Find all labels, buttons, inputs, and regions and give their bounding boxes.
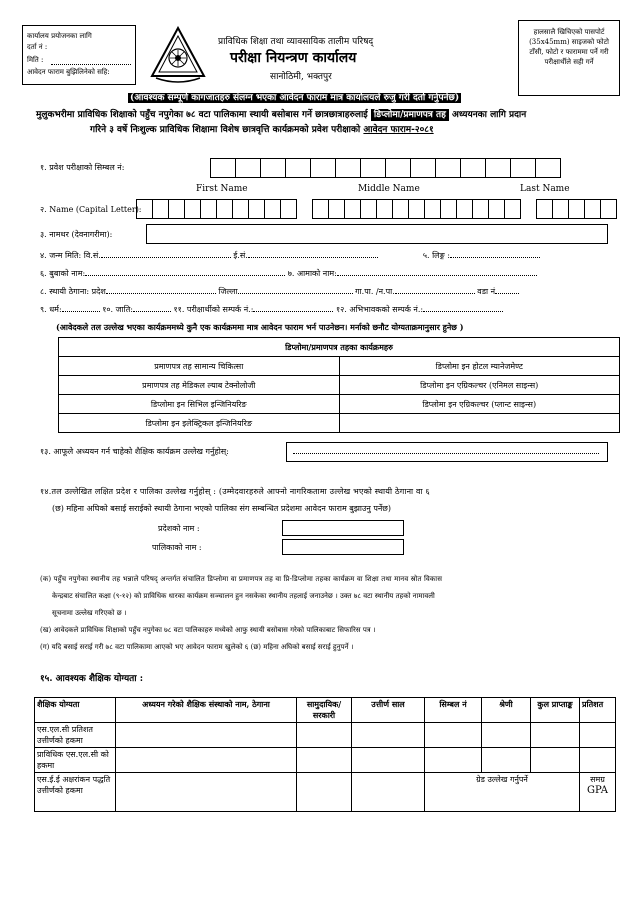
table-cell[interactable] [297, 723, 352, 748]
row-label: एस.ई.ई अक्षरांकन पद्धति उत्तीर्णको हकमा [35, 773, 116, 812]
table-row [59, 376, 620, 395]
note-kha: (ख) आवेदकले प्राविधिक शिक्षाको पहुँच नपुगेका ७८ वटा पालिकाहरु मध्येको आफु स्थायी बसोबास गरेको पालिकाबाट सिफारिस पत्र । [40, 626, 376, 634]
candidate-contact-label: ११. परीक्षार्थीको सम्पर्क नं.: [173, 305, 254, 314]
programs-table-header: डिप्लोमा/प्रमाणपत्र तहका कार्यक्रमहरु [59, 338, 620, 357]
guardian-contact-input[interactable] [423, 311, 503, 312]
name-capital-label: २. Name (Capital Letter): [40, 205, 142, 214]
note-ka-line-1: (क) पहुँच नपुगेका स्थानीय तह भन्नाले परिषद् अन्तर्गत संचालित डिप्लोमा वा प्रमाणपत्र तह वा प्रि-डिप्लोमा तहका कार्यक्रम वा शिक्षा तथा मानव स्रोत विकास [40, 575, 443, 583]
grade-cell[interactable] [425, 773, 580, 812]
column-header: अध्ययन गरेको शैक्षिक संस्थाको नाम, ठेगाना [116, 698, 297, 723]
birth-date-bs-label: ४. जन्म मिति: वि.सं. [40, 251, 101, 260]
desired-program-label: १३. आफूले अध्ययन गर्न चाहेको शैक्षिक कार्यक्रम उल्लेख गर्नुहोस्: [40, 447, 229, 456]
middle-name-input[interactable] [312, 199, 520, 219]
office-name: परीक्षा नियन्त्रण कार्यालय [230, 50, 357, 66]
column-header: श्रेणी [482, 698, 531, 723]
first-name-header: First Name [196, 184, 248, 194]
gpa-text: GPA [586, 785, 609, 796]
column-header: सिम्बल नं [425, 698, 482, 723]
table-cell[interactable] [425, 748, 482, 773]
birth-date-bs-input[interactable] [101, 257, 231, 258]
program-cell: प्रमाणपत्र तह सामान्य चिकित्सा [59, 357, 340, 376]
gpa-label: समग्र [590, 775, 605, 784]
province-label: ८. स्थायी ठेगाना: प्रदेश [40, 287, 106, 296]
district-input[interactable] [238, 293, 353, 294]
parents-row [40, 268, 537, 279]
desired-program-input[interactable] [286, 442, 608, 462]
table-cell[interactable] [482, 748, 531, 773]
table-cell[interactable] [531, 748, 580, 773]
office-use-box [22, 25, 136, 85]
municipality-input[interactable] [395, 293, 475, 294]
religion-input[interactable] [62, 311, 100, 312]
table-cell[interactable] [352, 773, 425, 812]
date-line [51, 64, 131, 65]
office-use-title: कार्यालय प्रयोजनका लागि [27, 32, 92, 40]
birth-date-ad-label: ई.सं. [233, 251, 248, 260]
permanent-address-row [40, 286, 519, 297]
form-title-line-1: मुलुकभरीमा प्राविधिक शिक्षाको पहुँच नपुगेका ७८ वटा पालिकामा स्थायी बसोबास गर्ने छात्रछात्राहरुलाई डिप्लोमा/प्रमाणपत्र तह अध्ययनका लागि प्रदान [36, 110, 527, 120]
table-cell[interactable] [116, 748, 297, 773]
mother-name-label: ७. आमाको नाम: [287, 269, 337, 278]
photo-instructions: हालसालै खिचिएको पासपोर्ट (35x45mm) साइजको फोटो टाँसी, फोटो र फाराममा पर्ने गरी परीक्षार्थीले सही गर्ने [529, 28, 609, 66]
table-cell[interactable] [580, 748, 616, 773]
education-section-title: १५. आवश्यक शैक्षिक योग्यता : [40, 674, 144, 684]
date-label: मिति : [27, 56, 44, 64]
table-header-row [35, 698, 616, 723]
target-municipality-label: पालिकाको नाम : [152, 543, 202, 552]
caste-label: १०. जाति: [102, 305, 133, 314]
table-cell[interactable] [297, 748, 352, 773]
target-location-instructions-2: (छ) महिना अघिको बसाई सराईको स्थायी ठेगाना भएको पालिका संग सम्बन्धित प्रदेशमा आवेदन फाराम बुझाउनु पर्नेछ) [52, 504, 392, 513]
grade-note: ग्रेड उल्लेख गर्नुपर्ने [476, 775, 528, 784]
target-location-instructions-1: १४.तल उल्लेखित लक्षित प्रदेश र पालिका उल्लेख गर्नुहोस् : (उम्मेदवारहरुले आफ्नो नागरिकतामा उल्लेख भएको स्थायी ठेगाना वा ६ [40, 487, 430, 496]
table-cell[interactable] [425, 723, 482, 748]
diploma-highlight: डिप्लोमा/प्रमाणपत्र तह [371, 109, 449, 121]
note-ka-line-2: केन्द्रबाट संचालित कक्षा (९-१२) को प्राविधिक धारका कार्यक्रम सञ्चालन हुन नसकेका स्थानीय तहलाई जनाउनेछ । उक्त ७८ वटा स्थानीय तहको नामावली [52, 592, 435, 600]
photo-box[interactable] [518, 20, 620, 96]
last-name-header: Last Name [520, 184, 570, 194]
program-cell: डिप्लोमा इन होटल म्यानेजमेण्ट [339, 357, 620, 376]
program-cell: डिप्लोमा इन सिभिल इन्जिनियरिङ [59, 395, 340, 414]
first-name-input[interactable] [136, 199, 296, 219]
table-cell[interactable] [531, 723, 580, 748]
symbol-number-label: १. प्रवेश परीक्षाको सिम्बल नं: [40, 163, 125, 172]
last-name-input[interactable] [536, 199, 616, 219]
target-province-label: प्रदेशको नाम : [158, 524, 200, 533]
table-row [59, 357, 620, 376]
target-municipality-input[interactable] [282, 539, 404, 555]
table-cell[interactable] [297, 773, 352, 812]
program-selection-note: (आवेदकले तल उल्लेख भएका कार्यक्रममध्ये कुनै एक कार्यक्रममा मात्र आवेदन फाराम भर्न पाउनेछन। मर्नाको छनौट योग्यताक्रमानुसार हुनेछ ) [56, 322, 464, 332]
birth-date-row [40, 250, 540, 261]
contact-row [40, 304, 503, 315]
program-cell: प्रमाणपत्र तह मेडिकल ल्याब टेक्नोलोजी [59, 376, 340, 395]
receiver-signature-label: आवेदन फाराम बुझिलिनेको सहि: [27, 68, 110, 76]
guardian-contact-label: १२. अभिभावकको सम्पर्क नं.: [335, 305, 424, 314]
caste-input[interactable] [133, 311, 171, 312]
table-cell[interactable] [352, 748, 425, 773]
table-row [59, 414, 620, 433]
column-header: शैक्षिक योग्यता [35, 698, 116, 723]
target-province-input[interactable] [282, 520, 404, 536]
column-header: कुल प्राप्ताङ्क [531, 698, 580, 723]
ward-label: वडा नं [477, 287, 496, 296]
table-cell[interactable] [352, 723, 425, 748]
name-devanagari-input[interactable] [146, 224, 608, 244]
council-name: प्राविधिक शिक्षा तथा व्यावसायिक तालीम परिषद् [218, 37, 374, 47]
row-label: एस.एल.सी प्रतिशत उत्तीर्णको हकमा [35, 723, 116, 748]
mother-name-input[interactable] [337, 275, 537, 276]
program-cell [339, 414, 620, 433]
birth-date-ad-input[interactable] [248, 257, 378, 258]
program-cell: डिप्लोमा इन एग्रिकल्चर (प्लान्ट साइन्स) [339, 395, 620, 414]
column-header: उत्तीर्ण साल [352, 698, 425, 723]
father-name-input[interactable] [85, 275, 285, 276]
registration-number-label: दर्ता नं : [27, 43, 48, 51]
column-header: प्रतिशत [580, 698, 616, 723]
row-label: प्राविधिक एस.एल.सी को हकमा [35, 748, 116, 773]
name-devanagari-label: ३. नामथर (देवनागरीमा): [40, 230, 113, 239]
office-address: सानोठिमी, भक्तपुर [270, 72, 332, 82]
submission-notice: (आवश्यक सम्पूर्ण कागजातहरु संलग्न भएका आवेदन फाराम मात्र कार्यालयले रुजु गरी दर्ता गर्नुपर्नेछ) [130, 93, 460, 103]
gender-input[interactable] [450, 257, 540, 258]
programs-table [58, 337, 620, 433]
province-input[interactable] [106, 293, 216, 294]
form-title-line-2: गरिने ३ वर्षे निःशुल्क प्राविधिक शिक्षामा विशेष छात्रवृत्ति कार्यक्रमको प्रवेश परीक्षाको आवेदन फाराम-२०८१ [90, 125, 434, 135]
note-ga: (ग) यदि बसाई सराई गरी ७८ वटा पालिकामा आएको भए आवेदन फाराम खुलेको ६ (छ) महिना अघिको बसाई सराई हुनुपर्ने । [40, 643, 354, 651]
program-cell: डिप्लोमा इन एग्रिकल्चर (एनिमल साइन्स) [339, 376, 620, 395]
candidate-contact-input[interactable] [253, 311, 333, 312]
symbol-number-input[interactable] [210, 158, 560, 178]
gpa-cell[interactable] [580, 773, 616, 812]
district-label: जिल्ला [218, 287, 238, 296]
father-name-label: ६. बुबाको नाम: [40, 269, 86, 278]
religion-label: ९. धर्म: [40, 305, 62, 314]
table-cell[interactable] [482, 723, 531, 748]
program-cell: डिप्लोमा इन इलेक्ट्रिकल इन्जिनियरिङ [59, 414, 340, 433]
table-cell[interactable] [580, 723, 616, 748]
table-cell[interactable] [116, 773, 297, 812]
municipality-label: गा.पा. /न.पा. [355, 287, 395, 296]
gender-label: ५. लिङ्ग : [422, 251, 450, 260]
column-header: सामुदायिक/ सरकारी [297, 698, 352, 723]
table-row [35, 748, 616, 773]
table-row [35, 773, 616, 812]
table-cell[interactable] [116, 723, 297, 748]
education-table [34, 697, 616, 812]
table-row [59, 395, 620, 414]
table-row [35, 723, 616, 748]
middle-name-header: Middle Name [358, 184, 420, 194]
ward-input[interactable] [495, 293, 519, 294]
note-ka-line-3: सूचनामा उल्लेख गरिएको छ । [52, 609, 127, 617]
nepal-emblem-logo [150, 26, 206, 86]
